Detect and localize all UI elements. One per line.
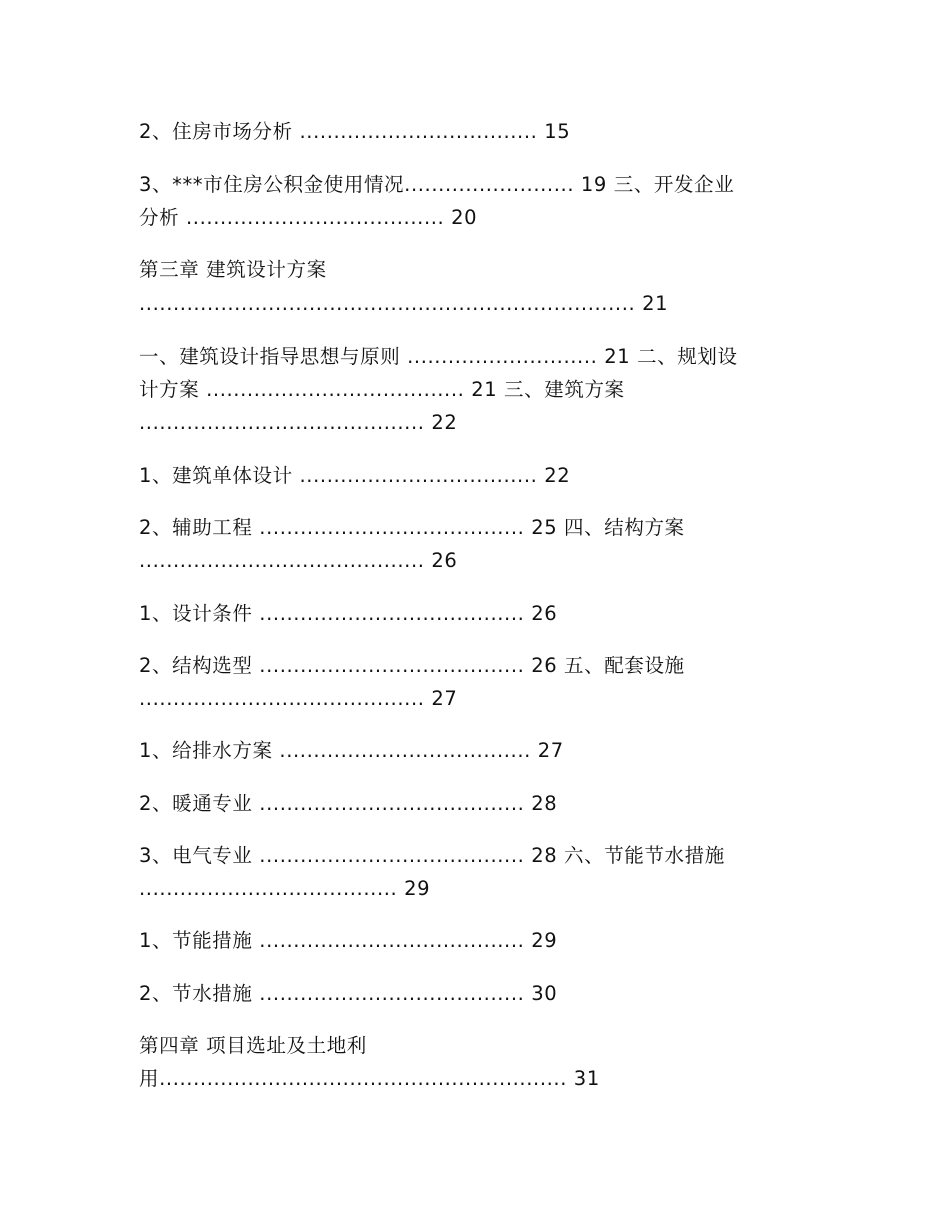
toc-entry-energy-leader[interactable]: ...................................... 29 bbox=[139, 877, 431, 900]
toc-entry-facilities-leader[interactable]: .......................................... 27 bbox=[139, 687, 458, 710]
toc-entry-hvac[interactable]: 2、暖通专业 ....................................... 28 bbox=[139, 792, 558, 815]
toc-entry-water-supply[interactable]: 1、给排水方案 ..................................... 27 bbox=[139, 739, 564, 762]
toc-entry-energy-saving[interactable]: 1、节能措施 ....................................... 29 bbox=[139, 929, 558, 952]
toc-chapter-4-leader[interactable]: 用............................................................ 31 bbox=[139, 1067, 600, 1090]
toc-chapter-4-title[interactable]: 第四章 项目选址及土地利 bbox=[139, 1034, 367, 1057]
toc-entry-design-principles[interactable]: 一、建筑设计指导思想与原则 ............................ 21 二、规划设 bbox=[139, 345, 738, 368]
toc-entry-planning-design[interactable]: 计方案 ...................................... 21 三、建筑方案 bbox=[139, 378, 625, 401]
toc-entry-structure-selection[interactable]: 2、结构选型 ....................................... 26 五、配套设施 bbox=[139, 654, 685, 677]
toc-entry-housing-fund[interactable]: 3、***市住房公积金使用情况......................... 19 三、开发企业 bbox=[139, 173, 735, 196]
toc-chapter-3-leader[interactable]: ......................................................................... 21 bbox=[139, 292, 669, 315]
toc-entry-developer-analysis[interactable]: 分析 ...................................... 20 bbox=[139, 206, 478, 229]
toc-chapter-3-title[interactable]: 第三章 建筑设计方案 bbox=[139, 258, 327, 281]
toc-entry-housing-market[interactable]: 2、住房市场分析 ................................... 15 bbox=[139, 120, 571, 143]
toc-entry-single-building[interactable]: 1、建筑单体设计 ................................... 22 bbox=[139, 464, 571, 487]
toc-entry-structure-leader[interactable]: .......................................... 26 bbox=[139, 549, 458, 572]
toc-entry-water-saving[interactable]: 2、节水措施 ....................................... 30 bbox=[139, 982, 558, 1005]
toc-entry-architecture-leader[interactable]: .......................................... 22 bbox=[139, 411, 458, 434]
toc-entry-design-conditions[interactable]: 1、设计条件 ....................................... 26 bbox=[139, 602, 558, 625]
toc-entry-auxiliary-works[interactable]: 2、辅助工程 ....................................... 25 四、结构方案 bbox=[139, 516, 685, 539]
toc-entry-electrical[interactable]: 3、电气专业 ....................................... 28 六、节能节水措施 bbox=[139, 844, 725, 867]
